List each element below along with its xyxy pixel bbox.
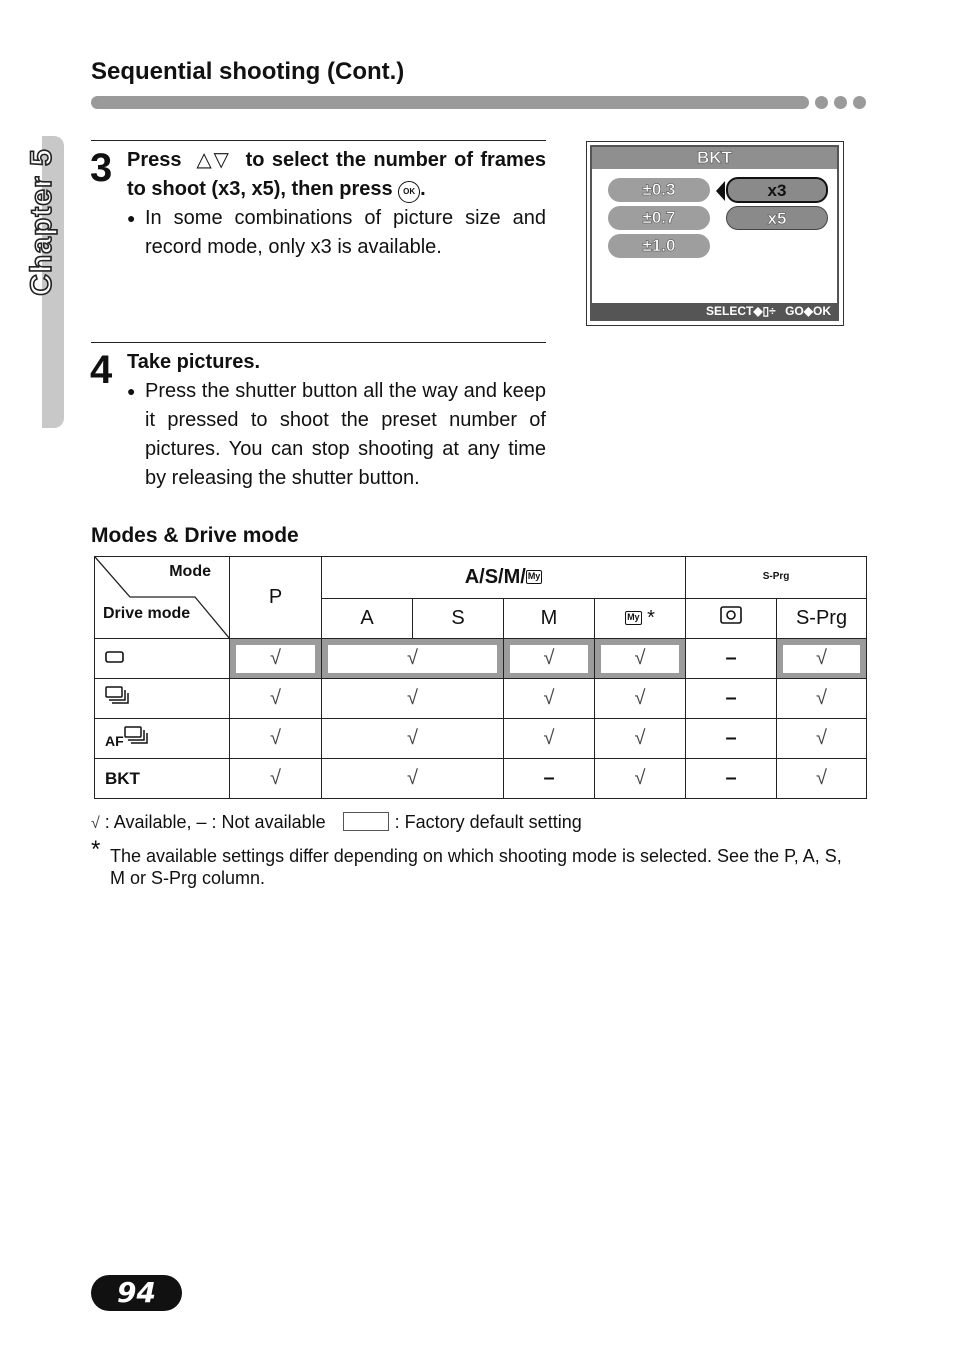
table-cell: √ — [322, 719, 504, 759]
legend-default-swatch — [343, 812, 389, 831]
note-asterisk: * — [91, 836, 101, 863]
row-label-single — [95, 639, 230, 679]
camera-lcd-screen — [586, 141, 844, 326]
corner-drive-label: Drive mode — [103, 605, 191, 622]
af-label: AF — [105, 733, 124, 749]
col-group-asm-label: A/S/M/ — [464, 565, 526, 588]
table-cell: √ — [230, 679, 322, 719]
scene-program-icon: S-Prg — [762, 571, 790, 583]
step-4-heading: Take pictures. — [127, 351, 261, 373]
lcd-footer-go: GO◆OK — [785, 304, 831, 318]
col-header-sprg: S-Prg — [777, 598, 867, 639]
col-header-p: P — [230, 557, 322, 639]
legend-default: : Factory default setting — [394, 812, 582, 832]
step-4-rule — [91, 342, 546, 343]
col-header-my — [595, 598, 686, 639]
table-cell: √ — [777, 759, 867, 799]
step-4-bullet: ● Press the shutter button all the way and keep it pressed to shoot the preset number of pictures. You can stop shooting at any time by releasing the shutter button. — [127, 377, 546, 493]
table-cell: – — [686, 759, 777, 799]
table-cell: √ — [595, 679, 686, 719]
modes-drive-table — [94, 556, 867, 799]
step-3-bullet: ● In some combinations of picture size and record mode, only x3 is available. — [127, 204, 546, 262]
lcd-title: BKT — [592, 147, 837, 169]
my-mode-icon: My — [526, 570, 543, 584]
af-sequential-icon — [124, 731, 150, 750]
corner-mode-label: Mode — [169, 563, 211, 580]
table-corner-cell — [95, 557, 230, 639]
col-header-s: S — [413, 598, 504, 639]
col-header-scene — [686, 598, 777, 639]
step-4-text — [127, 348, 546, 493]
table-cell: √ — [595, 719, 686, 759]
row-label-sequential — [95, 679, 230, 719]
header-dot — [853, 96, 866, 109]
footnote: The available settings differ depending on which shooting mode is selected. See the P, A, S, M or S-Prg column. — [110, 846, 842, 888]
chapter-label: Chapter 5 — [25, 148, 58, 296]
table-cell: √ — [595, 639, 686, 679]
single-frame-icon — [105, 649, 125, 668]
lcd-ev-option: ±0.7 — [608, 206, 710, 230]
table-cell: √ — [504, 719, 595, 759]
table-cell: √ — [230, 719, 322, 759]
my-mode-icon: My — [625, 611, 642, 625]
table-cell: √ — [777, 639, 867, 679]
lcd-selection-arrow-icon — [716, 181, 725, 201]
row-label-af-sequential — [95, 719, 230, 759]
table-cell: – — [504, 759, 595, 799]
my-star: * — [647, 606, 655, 629]
lcd-ev-option: ±0.3 — [608, 178, 710, 202]
up-down-arrows-icon: △▽ — [196, 149, 231, 171]
lcd-frames-option: x5 — [726, 206, 828, 230]
page-number: 94 — [91, 1275, 182, 1311]
col-header-m: M — [504, 598, 595, 639]
table-cell: √ — [777, 679, 867, 719]
step-3-instruction: to select the number of frames to shoot (x3, x5), then press — [127, 149, 546, 200]
step-4-number: 4 — [90, 348, 113, 392]
legend-availability: : Available, – : Not available — [104, 812, 326, 832]
col-header-a: A — [322, 598, 413, 639]
table-cell: √ — [504, 679, 595, 719]
lcd-footer — [592, 303, 837, 319]
step-3-rule — [91, 140, 546, 141]
table-cell: √ — [322, 679, 504, 719]
step-3-number: 3 — [90, 146, 113, 190]
lcd-frame — [590, 145, 839, 321]
row-label-bkt: BKT — [95, 759, 230, 799]
page-title: Sequential shooting (Cont.) — [91, 58, 405, 85]
table-cell: √ — [322, 759, 504, 799]
scene-mode-icon — [720, 607, 742, 629]
table-title: Modes & Drive mode — [91, 524, 299, 547]
header-dot — [815, 96, 828, 109]
lcd-footer-select: SELECT◆▯÷ — [705, 304, 776, 318]
lcd-frames-option-selected: x3 — [726, 177, 828, 203]
table-cell: √ — [595, 759, 686, 799]
step-3-press: Press — [127, 149, 182, 171]
table-cell: – — [686, 639, 777, 679]
header-dot — [834, 96, 847, 109]
header-bar — [91, 96, 809, 109]
step-3-text — [127, 146, 546, 262]
col-group-asm — [322, 557, 686, 599]
table-cell: √ — [504, 639, 595, 679]
table-cell: – — [686, 719, 777, 759]
table-cell: – — [686, 679, 777, 719]
table-cell: √ — [777, 719, 867, 759]
table-cell: √ — [230, 639, 322, 679]
step-3-heading — [127, 146, 546, 204]
ok-button-icon: OK — [398, 181, 420, 203]
lcd-ev-option: ±1.0 — [608, 234, 710, 258]
table-cell: √ — [230, 759, 322, 799]
col-group-scene — [686, 557, 867, 599]
legend-check: √ — [91, 815, 100, 832]
step-3-period: . — [420, 178, 426, 200]
table-cell: √ — [322, 639, 504, 679]
table-legend — [91, 812, 582, 833]
sequential-icon — [105, 691, 131, 710]
